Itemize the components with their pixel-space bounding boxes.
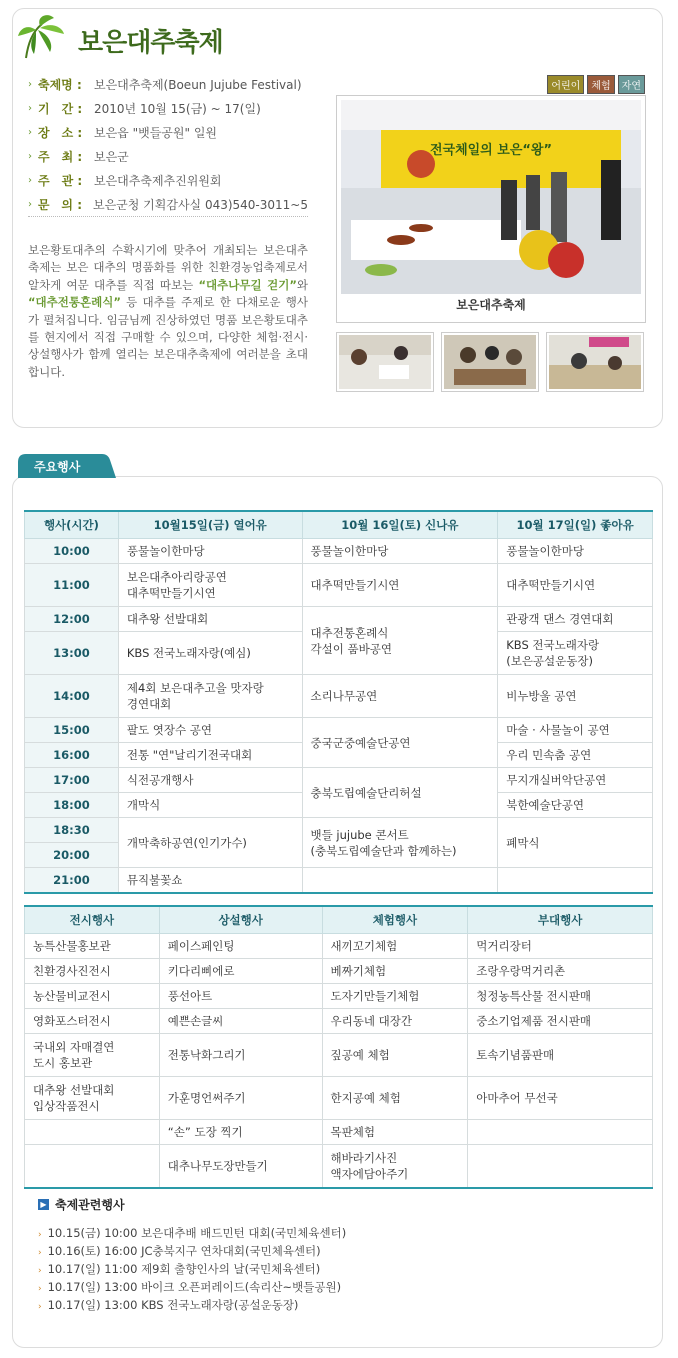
cell-line: 제4회 보은대추고을 맛자랑 — [126, 681, 264, 695]
chevron-right-icon: › — [38, 1248, 42, 1258]
events-cell: 도자기만들기체험 — [322, 984, 468, 1009]
related-event-text: 10.17(일) 11:00 제9회 출향인사의 날(국민체육센터) — [47, 1262, 321, 1276]
events-cell — [25, 1145, 160, 1188]
time-cell: 18:30 — [25, 818, 119, 843]
events-header: 부대행사 — [468, 906, 653, 934]
divider — [28, 216, 308, 217]
chevron-right-icon: › — [38, 1302, 42, 1312]
time-cell: 17:00 — [25, 768, 119, 793]
description-text: 등 대추를 주제로 한 다채로운 행사가 펼쳐집니다. 임금님께 진상하였던 명품 보은황토대추를 현지에서 직접 구매할 수 있으며, 다양한 체험·전시·상설행사가 함께 열리는 보은대추축제에 여러분을 초대합니다. — [28, 295, 308, 379]
tag-experience[interactable]: 체험 — [587, 75, 614, 94]
schedule-cell — [498, 868, 653, 893]
schedule-header: 10월 17일(일) 좋아유 — [498, 511, 653, 539]
info-value: 보은대추축제(Boeun Jujube Festival) — [94, 78, 302, 92]
time-cell: 15:00 — [25, 718, 119, 743]
schedule-header: 10월15일(금) 열어유 — [118, 511, 302, 539]
schedule-cell — [302, 607, 498, 675]
schedule-header: 10월 16일(토) 신나유 — [302, 511, 498, 539]
banner-text: 전국체일의 보은“왕” — [429, 143, 553, 158]
info-row-host — [28, 148, 308, 172]
thumbnail-image — [549, 335, 641, 389]
time-cell: 11:00 — [25, 564, 119, 607]
info-label: 기 간 : — [38, 102, 83, 116]
info-value: 2010년 10월 15(금) ~ 17(일) — [94, 102, 261, 116]
thumbnail-3[interactable] — [546, 332, 644, 392]
related-events-title: 축제관련행사 — [55, 1198, 125, 1212]
events-cell: 농산물비교전시 — [25, 984, 160, 1009]
cell-line: (보은공설운동장) — [506, 654, 593, 668]
info-value: 보은군청 기획감사실 043)540-3011~5 — [92, 198, 308, 212]
events-cell: 중소기업제품 전시판매 — [468, 1009, 653, 1034]
thumbnail-image — [444, 335, 536, 389]
time-cell: 10:00 — [25, 539, 119, 564]
schedule-cell — [302, 868, 498, 893]
schedule-cell: 폐막식 — [498, 818, 653, 868]
events-cell: 베짜기체험 — [322, 959, 468, 984]
related-event-text: 10.15(금) 10:00 보은대추배 배드민턴 대회(국민체육센터) — [47, 1226, 347, 1240]
chevron-right-icon: › — [38, 1230, 42, 1240]
events-cell — [468, 1120, 653, 1145]
page-title: 보은대추축제 — [78, 28, 223, 58]
schedule-cell: 개막식 — [118, 793, 302, 818]
events-cell: 토속기념품판매 — [468, 1034, 653, 1077]
chevron-right-icon: › — [28, 199, 32, 210]
info-value: 보은군 — [94, 150, 129, 164]
chevron-right-icon: › — [28, 151, 32, 162]
chevron-right-icon: › — [38, 1284, 42, 1294]
events-cell: 키다리삐에로 — [159, 959, 322, 984]
events-cell: 대추나무도장만들기 — [159, 1145, 322, 1188]
schedule-cell: 팔도 엿장수 공연 — [118, 718, 302, 743]
time-cell: 12:00 — [25, 607, 119, 632]
cell-line: 경연대회 — [126, 697, 172, 711]
events-cell: 새끼꼬기체험 — [322, 934, 468, 959]
time-cell: 13:00 — [25, 632, 119, 675]
list-item — [38, 1296, 638, 1314]
list-item — [38, 1278, 638, 1296]
events-cell: 조랑우랑먹거리촌 — [468, 959, 653, 984]
schedule-cell: KBS 전국노래자랑(예심) — [118, 632, 302, 675]
events-cell: 대추왕 선발대회 입상작품전시 — [25, 1077, 160, 1120]
thumbnail-1[interactable] — [336, 332, 434, 392]
related-event-text: 10.17(일) 13:00 KBS 전국노래자랑(공설운동장) — [47, 1298, 299, 1312]
events-cell: “손” 도장 찍기 — [159, 1120, 322, 1145]
events-cell — [468, 1145, 653, 1188]
events-cell: 청정농특산물 전시판매 — [468, 984, 653, 1009]
section-tab-main-events[interactable] — [18, 454, 116, 478]
schedule-cell: 식전공개행사 — [118, 768, 302, 793]
thumbnail-2[interactable] — [441, 332, 539, 392]
leaf-icon — [18, 14, 68, 60]
schedule-cell — [498, 632, 653, 675]
schedule-cell: 대추왕 선발대회 — [118, 607, 302, 632]
time-cell: 21:00 — [25, 868, 119, 893]
schedule-cell: 관광객 댄스 경연대회 — [498, 607, 653, 632]
schedule-cell: 북한예술단공연 — [498, 793, 653, 818]
time-cell: 18:00 — [25, 793, 119, 818]
events-table — [24, 905, 653, 1189]
cell-line: KBS 전국노래자랑 — [506, 638, 600, 652]
cell-line: 대추전통혼례식 — [310, 625, 389, 640]
events-cell: 우리동네 대장간 — [322, 1009, 468, 1034]
events-cell: 해바라기사진 액자에담아주기 — [322, 1145, 468, 1188]
description-highlight: “대추나무길 걷기” — [198, 277, 297, 292]
chevron-right-icon: › — [28, 127, 32, 138]
info-row-organizer — [28, 172, 308, 196]
festival-booth-image — [341, 100, 641, 294]
events-cell: 한지공예 체험 — [322, 1077, 468, 1120]
main-photo[interactable] — [336, 95, 646, 323]
info-label: 주 최 : — [38, 150, 83, 164]
info-label: 주 관 : — [38, 174, 83, 188]
info-list — [28, 76, 308, 220]
cell-line: 뱃들 jujube 콘서트 — [310, 827, 409, 842]
schedule-cell — [118, 675, 302, 718]
events-header: 체험행사 — [322, 906, 468, 934]
schedule-cell: 마술 · 사물놀이 공연 — [498, 718, 653, 743]
schedule-cell: 중국군중예술단공연 — [302, 718, 498, 768]
schedule-cell: 풍물놀이한마당 — [498, 539, 653, 564]
info-row-name — [28, 76, 308, 100]
time-cell: 20:00 — [25, 843, 119, 868]
tag-children[interactable]: 어린이 — [547, 75, 584, 94]
schedule-cell: 풍물놀이한마당 — [302, 539, 498, 564]
info-label: 장 소 : — [38, 126, 83, 140]
events-cell: 먹거리장터 — [468, 934, 653, 959]
info-row-place — [28, 124, 308, 148]
events-cell: 영화포스터전시 — [25, 1009, 160, 1034]
schedule-cell: 소리나무공연 — [302, 675, 498, 718]
schedule-cell: 충북도립예술단리허설 — [302, 768, 498, 818]
cell-line: 각설이 품바공연 — [310, 641, 392, 656]
time-cell: 14:00 — [25, 675, 119, 718]
events-cell — [25, 1120, 160, 1145]
info-value: 보은읍 "뱃들공원" 일원 — [94, 126, 217, 140]
events-cell: 가훈명언써주기 — [159, 1077, 322, 1120]
cell-line: 대추떡만들기시연 — [126, 586, 216, 600]
schedule-cell — [118, 564, 302, 607]
schedule-cell: 비누방울 공연 — [498, 675, 653, 718]
category-tags — [547, 75, 645, 94]
chevron-right-icon: › — [38, 1266, 42, 1276]
cell-line: (충북도립예술단과 함께하는) — [310, 843, 457, 858]
chevron-right-icon: › — [28, 103, 32, 114]
info-value: 보은대추축제추진위원회 — [94, 174, 222, 188]
schedule-cell: 우리 민속춤 공연 — [498, 743, 653, 768]
list-item — [38, 1260, 638, 1278]
section-title: 주요행사 — [34, 460, 81, 474]
related-events-list — [38, 1224, 638, 1314]
events-cell: 예쁜손글씨 — [159, 1009, 322, 1034]
chevron-right-icon: › — [28, 79, 32, 90]
list-item — [38, 1242, 638, 1260]
events-cell: 친환경사진전시 — [25, 959, 160, 984]
info-label: 축제명 : — [38, 78, 82, 92]
schedule-cell: 풍물놀이한마당 — [118, 539, 302, 564]
time-cell: 16:00 — [25, 743, 119, 768]
list-item — [38, 1224, 638, 1242]
schedule-table — [24, 510, 653, 894]
events-header: 상설행사 — [159, 906, 322, 934]
schedule-cell: 전통 "연"날리기전국대회 — [118, 743, 302, 768]
related-event-text: 10.16(토) 16:00 JC충북지구 연차대회(국민체육센터) — [47, 1244, 321, 1258]
events-cell: 목판체험 — [322, 1120, 468, 1145]
description-text: 보은황토대추의 수확시기에 맞추어 개최되는 보은대추축제는 보은 대추의 명품화를 위한 친환경농업축제로서 알차게 여문 대추를 직접 따보는 — [28, 243, 308, 292]
arrow-box-icon: ▶ — [38, 1199, 49, 1210]
info-label: 문 의 : — [37, 198, 83, 212]
photo-caption: 보은대추축제 — [456, 298, 526, 312]
thumbnail-image — [339, 335, 431, 389]
events-cell: 풍선아트 — [159, 984, 322, 1009]
schedule-cell: 개막축하공연(인기가수) — [118, 818, 302, 868]
schedule-header: 행사(시간) — [25, 511, 119, 539]
description-highlight: “대추전통혼례식” — [28, 295, 121, 310]
tag-nature[interactable]: 자연 — [618, 75, 645, 94]
schedule-cell: 뮤직불꽃쇼 — [118, 868, 302, 893]
events-cell: 아마추어 무선국 — [468, 1077, 653, 1120]
events-cell: 페이스페인팅 — [159, 934, 322, 959]
chevron-right-icon: › — [28, 175, 32, 186]
events-header: 전시행사 — [25, 906, 160, 934]
schedule-cell: 대추떡만들기시연 — [302, 564, 498, 607]
events-cell: 농특산물홍보관 — [25, 934, 160, 959]
schedule-cell: 무지개실버악단공연 — [498, 768, 653, 793]
schedule-cell — [302, 818, 498, 868]
festival-description — [28, 242, 308, 381]
events-cell: 전통낙화그리기 — [159, 1034, 322, 1077]
events-cell: 짚공예 체험 — [322, 1034, 468, 1077]
description-text: 와 — [296, 277, 308, 292]
info-row-period — [28, 100, 308, 124]
cell-line: 보은대추아리랑공연 — [126, 570, 227, 584]
schedule-cell: 대추떡만들기시연 — [498, 564, 653, 607]
events-cell: 국내외 자매결연 도시 홍보관 — [25, 1034, 160, 1077]
related-events-heading — [38, 1196, 125, 1213]
related-event-text: 10.17(일) 13:00 바이크 오픈퍼레이드(속리산~뱃들공원) — [47, 1280, 342, 1294]
